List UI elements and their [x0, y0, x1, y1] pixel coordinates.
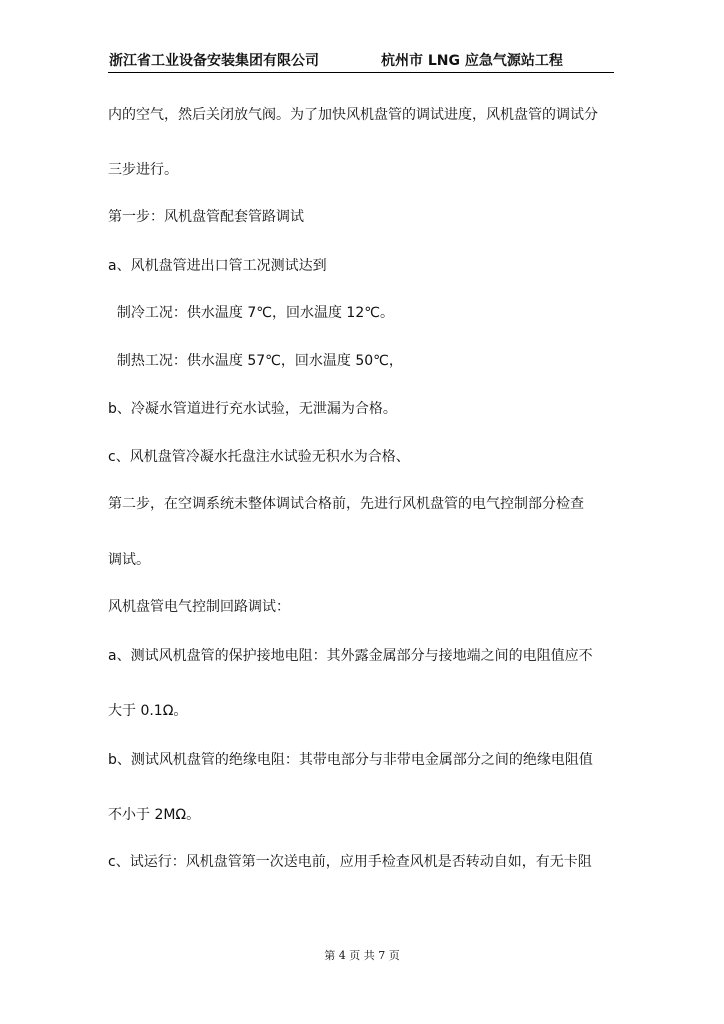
body-line-6: 制热工况：供水温度 57℃，回水温度 50℃，	[108, 353, 403, 369]
body-line-16: c、试运行：风机盘管第一次送电前，应用手检查风机是否转动自如，有无卡阻	[108, 854, 592, 870]
header-company: 浙江省工业设备安装集团有限公司	[109, 53, 319, 69]
body-line-11: 风机盘管电气控制回路调试：	[108, 599, 290, 615]
body-line-7: b、冷凝水管道进行充水试验，无泄漏为合格。	[108, 401, 397, 417]
body-line-8: c、风机盘管冷凝水托盘注水试验无积水为合格、	[108, 449, 410, 465]
body-line-2: 三步进行。	[108, 162, 178, 178]
body-line-10: 调试。	[108, 552, 150, 568]
body-line-9: 第二步，在空调系统未整体调试合格前，先进行风机盘管的电气控制部分检查	[108, 496, 584, 512]
body-line-3: 第一步：风机盘管配套管路调试	[108, 209, 304, 225]
body-line-12: a、测试风机盘管的保护接地电阻：其外露金属部分与接地端之间的电阻值应不	[108, 648, 593, 664]
body-line-4: a、风机盘管进出口管工况测试达到	[108, 258, 327, 274]
page-number: 第 4 页 共 7 页	[324, 949, 400, 962]
body-line-15: 不小于 2MΩ。	[108, 807, 201, 823]
body-line-13: 大于 0.1Ω。	[108, 703, 188, 719]
body-line-5: 制冷工况：供水温度 7℃，回水温度 12℃。	[108, 305, 394, 321]
page-header	[108, 50, 614, 73]
body-line-14: b、测试风机盘管的绝缘电阻：其带电部分与非带电金属部分之间的绝缘电阻值	[108, 752, 593, 768]
header-project: 杭州市 LNG 应急气源站工程	[381, 53, 563, 69]
body-line-1: 内的空气，然后关闭放气阀。为了加快风机盘管的调试进度，风机盘管的调试分	[108, 107, 598, 123]
